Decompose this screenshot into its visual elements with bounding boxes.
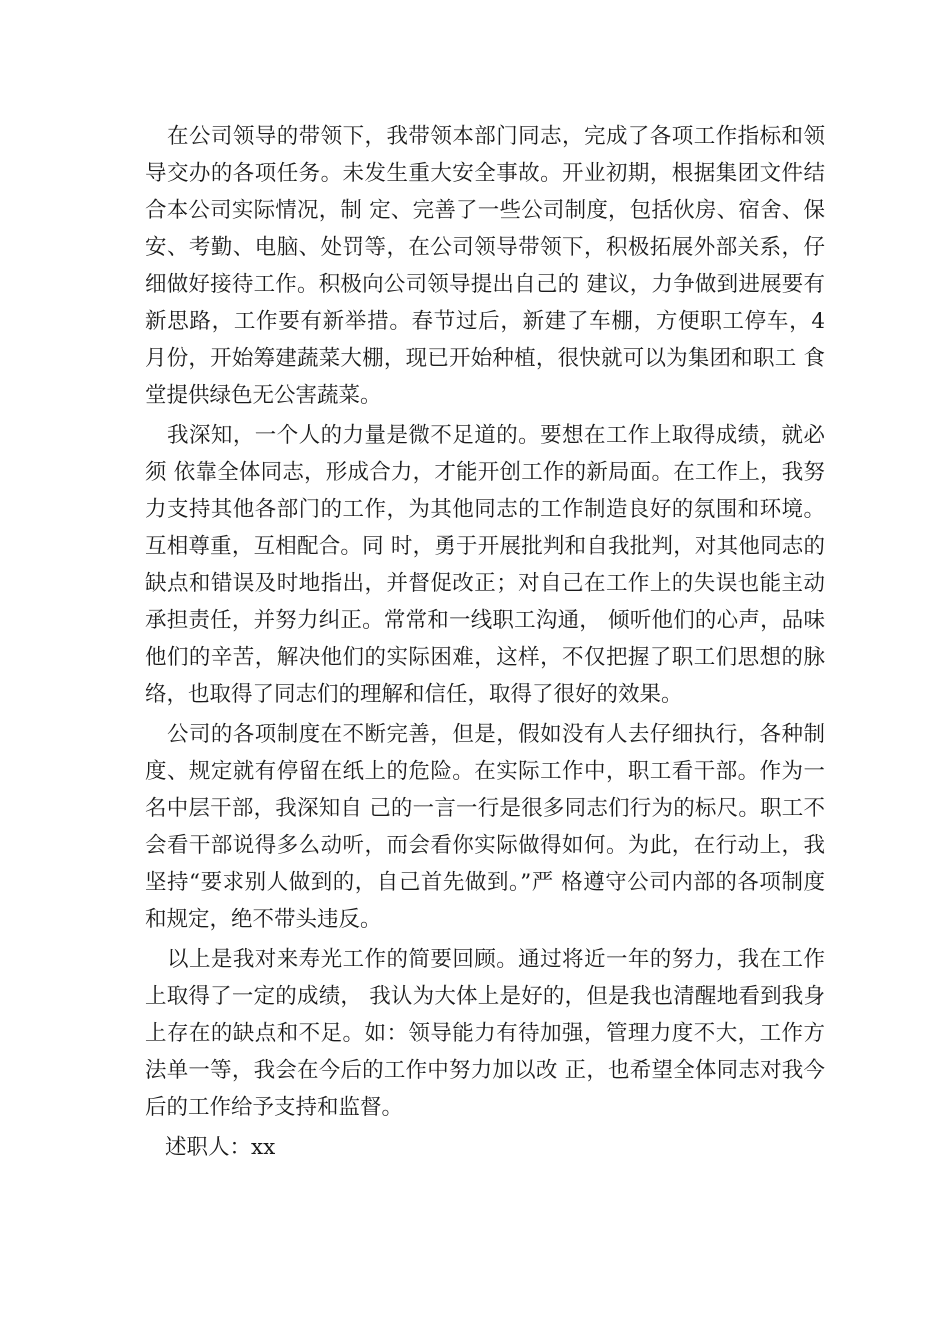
paragraph-3: 公司的各项制度在不断完善，但是，假如没有人去仔细执行，各种制度、规定就有停留在纸上的危险。在实际工作中，职工看干部。作为一名中层干部，我深知自 己的一言一行是很多同志们行为的标尺。职工不会看干部说得多么动听，而会看你实际做得如何。为此，在行动上，我坚持“要求别人做到的，自己首先做到。”严 格遵守公司内部的各项制度和规定，绝不带头违反。: [145, 722, 825, 932]
paragraph-1: 在公司领导的带领下，我带领本部门同志，完成了各项工作指标和领导交办的各项任务。未发生重大安全事故。开业初期，根据集团文件结合本公司实际情况，制 定、完善了一些公司制度，包括伙房、宿舍、保安、考勤、电脑、处罚等，在公司领导带领下，积极拓展外部关系，仔细做好接待工作。积极向公司领导提出自己的 建议，力争做到进展要有新思路，工作要有新举措。春节过后，新建了车棚，方便职工停车，4月份，开始筹建蔬菜大棚，现已开始种植，很快就可以为集团和职工 食堂提供绿色无公害蔬菜。: [145, 124, 825, 408]
paragraph-4: 以上是我对来寿光工作的简要回顾。通过将近一年的努力，我在工作上取得了一定的成绩， 我认为大体上是好的，但是我也清醒地看到我身上存在的缺点和不足。如：领导能力有待加强，管理力度不大，工作方法单一等，我会在今后的工作中努力加以改 正，也希望全体同志对我今后的工作给予支持和监督。: [145, 947, 825, 1120]
signature-line: 述职人：xx: [165, 1135, 276, 1160]
document-body: [145, 118, 825, 1166]
paragraph-2: 我深知，一个人的力量是微不足道的。要想在工作上取得成绩，就必须 依靠全体同志，形成合力，才能开创工作的新局面。在工作上，我努力支持其他各部门的工作，为其他同志的工作制造良好的氛围和环境。互相尊重，互相配合。同 时，勇于开展批判和自我批判，对其他同志的缺点和错误及时地指出，并督促改正；对自己在工作上的失误也能主动承担责任，并努力纠正。常常和一线职工沟通， 倾听他们的心声，品味他们的辛苦，解决他们的实际困难，这样，不仅把握了职工们思想的脉络，也取得了同志们的理解和信任，取得了很好的效果。: [145, 423, 825, 707]
